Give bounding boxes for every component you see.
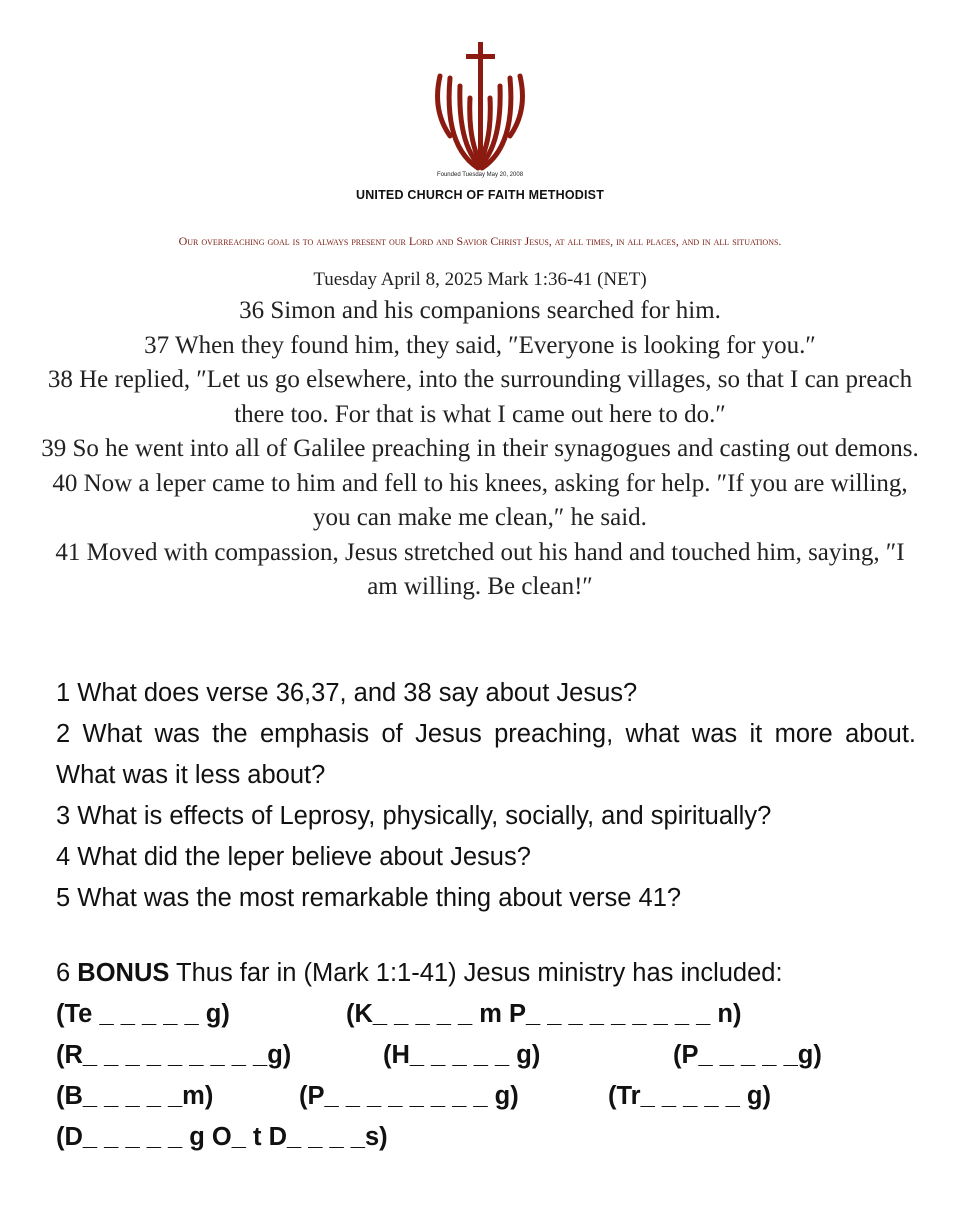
verse-37: 37 When they found him, they said, ″Everyone is looking for you.″ (144, 331, 816, 359)
blank-kingdom-proclamation: (K_ _ _ _ _ m P_ _ _ _ _ _ _ _ _ n) (346, 1000, 742, 1028)
question-5: 5 What was the most remarkable thing about verse 41? (56, 884, 682, 912)
verse-40: 40 Now a leper came to him and fell to his knees, asking for help. ″If you are willing, you can make me clean,″ he said. (52, 469, 908, 531)
blank-training: (Tr_ _ _ _ _ g) (608, 1082, 771, 1110)
bonus-number: 6 (56, 959, 71, 987)
bonus-row-2 (56, 1035, 926, 1076)
question-4: 4 What did the leper believe about Jesus? (56, 843, 531, 871)
blank-driving-out-demons: (D_ _ _ _ _ g O_ t D_ _ _ _s) (56, 1123, 388, 1151)
blank-teaching: (Te _ _ _ _ _ g) (56, 1000, 230, 1028)
verse-38: 38 He replied, ″Let us go elsewhere, into the surrounding villages, so that I can preach there too. For that is what I came out here to do.″ (47, 366, 913, 428)
mission-statement: Our overreaching goal is to always present our Lord and Savior Christ Jesus, at all times, in all places, and in all situations. (178, 234, 782, 248)
question-2: 2 What was the emphasis of Jesus preaching, what was it more about. What was it less about? (56, 720, 916, 789)
founded-date: Founded Tuesday May 20, 2008 (436, 172, 524, 178)
scripture-passage (40, 294, 920, 605)
blank-praying: (P_ _ _ _ _g) (673, 1041, 822, 1069)
bonus-row-1 (56, 994, 926, 1035)
bonus-question (56, 953, 926, 994)
study-questions (56, 673, 916, 919)
church-logo (430, 40, 530, 172)
scripture-date-reference: Tuesday April 8, 2025 Mark 1:36-41 (NET) (313, 269, 647, 290)
verse-39: 39 So he went into all of Galilee preaching in their synagogues and casting out demons. (41, 435, 919, 462)
bonus-row-3 (56, 1076, 926, 1117)
question-3: 3 What is effects of Leprosy, physically, socially, and spiritually? (56, 802, 772, 830)
bonus-label: BONUS (77, 959, 170, 987)
blank-baptism: (B_ _ _ _ _m) (56, 1082, 214, 1110)
church-name: UNITED CHURCH OF FAITH METHODIST (355, 188, 605, 202)
blank-r: (R_ _ _ _ _ _ _ _ _g) (56, 1041, 292, 1069)
blank-healing: (H_ _ _ _ _ g) (383, 1041, 541, 1069)
verse-36: 36 Simon and his companions searched for him. (239, 297, 721, 324)
bonus-text: Thus far in (Mark 1:1-41) Jesus ministry has included: (176, 959, 783, 987)
question-1: 1 What does verse 36,37, and 38 say about Jesus? (56, 679, 638, 707)
verse-41: 41 Moved with compassion, Jesus stretched out his hand and touched him, saying, ″I am willing. Be clean!″ (55, 538, 905, 600)
blank-preaching: (P_ _ _ _ _ _ _ _ g) (299, 1082, 519, 1110)
bonus-row-4 (56, 1117, 926, 1158)
bonus-section (56, 953, 926, 1158)
